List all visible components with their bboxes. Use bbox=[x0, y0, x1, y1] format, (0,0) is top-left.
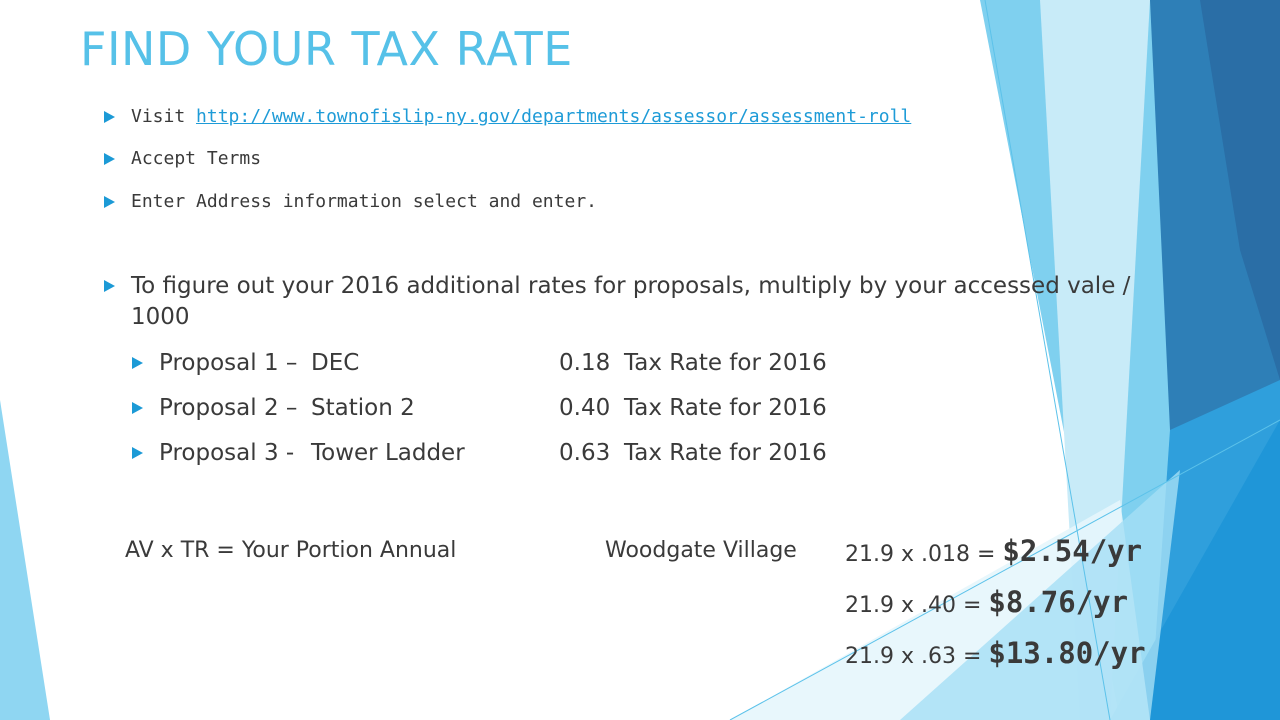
visit-prefix: Visit bbox=[131, 106, 197, 127]
location-text: Woodgate Village bbox=[605, 538, 797, 563]
accept-terms-text: Accept Terms bbox=[131, 148, 262, 169]
calculation-amount: $13.80/yr bbox=[988, 636, 1146, 670]
proposal-name: Proposal 3 - bbox=[159, 440, 295, 466]
figure-line-2: 1000 bbox=[131, 304, 190, 330]
calculation-expression: 21.9 x .63 = bbox=[845, 644, 982, 669]
calculation-row bbox=[845, 636, 1146, 670]
calculation-expression: 21.9 x .018 = bbox=[845, 542, 996, 567]
figure-instructions bbox=[104, 271, 1184, 333]
arrow-bullet-icon bbox=[104, 196, 115, 208]
arrow-bullet-icon bbox=[104, 153, 115, 165]
proposal-rate: 0.63 bbox=[559, 440, 611, 466]
proposal-item: Station 2 bbox=[311, 395, 415, 421]
proposal-row bbox=[132, 440, 294, 466]
step-enter bbox=[104, 191, 597, 212]
arrow-bullet-icon bbox=[132, 357, 143, 369]
proposal-name: Proposal 1 – bbox=[159, 350, 298, 376]
proposal-row bbox=[132, 395, 297, 421]
proposal-item: DEC bbox=[311, 350, 360, 376]
calculation-expression: 21.9 x .40 = bbox=[845, 593, 982, 618]
figure-line-1: To figure out your 2016 additional rates for proposals, multiply by your accessed vale / bbox=[131, 273, 1131, 299]
proposal-rate-label: Tax Rate for 2016 bbox=[624, 350, 827, 376]
calculation-amount: $2.54/yr bbox=[1002, 534, 1143, 568]
proposal-row bbox=[132, 350, 297, 376]
formula-text: AV x TR = Your Portion Annual bbox=[125, 538, 457, 563]
proposal-rate: 0.40 bbox=[559, 395, 611, 421]
arrow-bullet-icon bbox=[104, 280, 115, 292]
page-title: FIND YOUR TAX RATE bbox=[80, 22, 573, 76]
proposal-rate-label: Tax Rate for 2016 bbox=[624, 395, 827, 421]
calculation-row bbox=[845, 585, 1128, 619]
step-visit bbox=[104, 106, 911, 127]
proposal-item: Tower Ladder bbox=[311, 440, 465, 466]
enter-address-text: Enter Address information select and enter. bbox=[131, 191, 597, 212]
arrow-bullet-icon bbox=[132, 447, 143, 459]
proposal-rate: 0.18 bbox=[559, 350, 611, 376]
calculation-amount: $8.76/yr bbox=[988, 585, 1129, 619]
proposal-rate-label: Tax Rate for 2016 bbox=[624, 440, 827, 466]
step-accept bbox=[104, 148, 261, 169]
arrow-bullet-icon bbox=[132, 402, 143, 414]
arrow-bullet-icon bbox=[104, 111, 115, 123]
assessment-roll-link[interactable]: http://www.townofislip-ny.gov/departments/assessor/assessment-roll bbox=[196, 106, 912, 127]
calculation-row bbox=[845, 534, 1142, 568]
proposal-name: Proposal 2 – bbox=[159, 395, 298, 421]
